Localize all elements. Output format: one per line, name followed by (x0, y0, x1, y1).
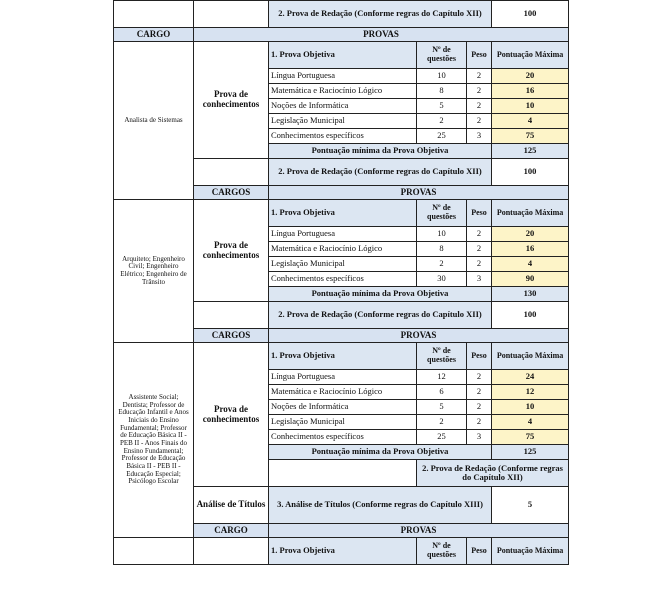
subject-weight: 2 (467, 69, 492, 84)
cargos-header: CARGOS (194, 329, 269, 343)
redacao-row-top (114, 1, 569, 28)
section-titulos: Análise de Títulos (194, 487, 269, 524)
subject-weight: 2 (467, 99, 492, 114)
weight-header: Peso (467, 538, 492, 565)
subject-name: Conhecimentos específicos (269, 272, 417, 287)
subject-points: 4 (492, 415, 569, 430)
subject-questions: 25 (417, 430, 467, 445)
subject-weight: 2 (467, 370, 492, 385)
subject-weight: 2 (467, 84, 492, 99)
section-conhecimentos: Prova de conhecimentos (194, 343, 269, 487)
provas-header: PROVAS (194, 28, 569, 42)
prova-objetiva-label: 1. Prova Objetiva (269, 42, 417, 69)
subject-points: 24 (492, 370, 569, 385)
redacao-points: 100 (492, 302, 569, 329)
objective-header-row (114, 343, 569, 370)
subject-points: 16 (492, 84, 569, 99)
subject-points: 20 (492, 227, 569, 242)
prova-objetiva-label: 1. Prova Objetiva (269, 343, 417, 370)
cargo-name: Assistente Social; Dentista; Professor de Educação Infantil e Anos Iniciais do Ensino Fundamental; Professor de Educação Básica II - PEB II - Anos Finais do Ensino Fundamental; Professor de Educação Básica II - PEB II - Educação Especial; Psicólogo Escolar (114, 343, 194, 538)
prova-objetiva-label: 1. Prova Objetiva (269, 200, 417, 227)
subject-weight: 2 (467, 400, 492, 415)
minimum-score-value: 125 (492, 144, 569, 159)
subject-points: 16 (492, 242, 569, 257)
subject-questions: 5 (417, 99, 467, 114)
subject-name: Legislação Municipal (269, 257, 417, 272)
provas-header: PROVAS (269, 186, 569, 200)
subject-name: Noções de Informática (269, 400, 417, 415)
header-band (114, 28, 569, 42)
subject-questions: 10 (417, 69, 467, 84)
subject-name: Legislação Municipal (269, 415, 417, 430)
subject-weight: 2 (467, 227, 492, 242)
subject-weight: 2 (467, 257, 492, 272)
subject-questions: 12 (417, 370, 467, 385)
subject-name: Língua Portuguesa (269, 69, 417, 84)
cargo-name: Arquiteto; Engenheiro Civil; Engenheiro Elétrico; Engenheiro de Trânsito (114, 200, 194, 343)
subject-weight: 2 (467, 415, 492, 430)
weight-header: Peso (467, 200, 492, 227)
minimum-score-value: 125 (492, 445, 569, 460)
max-points-header: Pontuação Máxima (492, 538, 569, 565)
titulos-points: 5 (492, 487, 569, 524)
subject-points: 4 (492, 114, 569, 129)
questions-header: Nº de questões (417, 538, 467, 565)
subject-questions: 5 (417, 400, 467, 415)
subject-points: 4 (492, 257, 569, 272)
cargo-header: CARGO (194, 524, 269, 538)
subject-questions: 2 (417, 257, 467, 272)
subject-points: 75 (492, 129, 569, 144)
subject-weight: 2 (467, 385, 492, 400)
subject-name: Língua Portuguesa (269, 370, 417, 385)
max-points-header: Pontuação Máxima (492, 343, 569, 370)
subject-points: 12 (492, 385, 569, 400)
subject-questions: 6 (417, 385, 467, 400)
cargos-header: CARGOS (194, 186, 269, 200)
subject-weight: 3 (467, 129, 492, 144)
minimum-score-value: 130 (492, 287, 569, 302)
subject-points: 20 (492, 69, 569, 84)
subject-name: Legislação Municipal (269, 114, 417, 129)
subject-points: 10 (492, 400, 569, 415)
scoring-table (113, 0, 569, 565)
max-points-header: Pontuação Máxima (492, 42, 569, 69)
subject-questions: 2 (417, 114, 467, 129)
max-points-header: Pontuação Máxima (492, 200, 569, 227)
subject-questions: 25 (417, 129, 467, 144)
subject-weight: 3 (467, 430, 492, 445)
prova-objetiva-label: 1. Prova Objetiva (269, 538, 417, 565)
subject-name: Língua Portuguesa (269, 227, 417, 242)
minimum-score-label: Pontuação mínima da Prova Objetiva (269, 144, 492, 159)
minimum-score-label: Pontuação mínima da Prova Objetiva (269, 445, 492, 460)
subject-points: 75 (492, 430, 569, 445)
subject-name: Matemática e Raciocínio Lógico (269, 385, 417, 400)
subject-name: Conhecimentos específicos (269, 430, 417, 445)
questions-header: Nº de questões (417, 200, 467, 227)
redacao-label: 2. Prova de Redação (Conforme regras do Capítulo XII) (417, 460, 569, 487)
questions-header: Nº de questões (417, 42, 467, 69)
subject-weight: 3 (467, 272, 492, 287)
subject-name: Matemática e Raciocínio Lógico (269, 242, 417, 257)
titulos-label: 3. Análise de Títulos (Conforme regras do Capítulo XIII) (269, 487, 492, 524)
subject-questions: 2 (417, 415, 467, 430)
subject-points: 10 (492, 99, 569, 114)
objective-header-row (114, 538, 569, 565)
redacao-label: 2. Prova de Redação (Conforme regras do Capítulo XII) (269, 1, 492, 28)
subject-weight: 2 (467, 242, 492, 257)
cargo-header: CARGO (114, 28, 194, 42)
subject-questions: 8 (417, 84, 467, 99)
section-conhecimentos: Prova de conhecimentos (194, 200, 269, 302)
redacao-points: 100 (492, 159, 569, 186)
subject-name: Noções de Informática (269, 99, 417, 114)
subject-name: Matemática e Raciocínio Lógico (269, 84, 417, 99)
provas-header: PROVAS (269, 329, 569, 343)
subject-points: 90 (492, 272, 569, 287)
minimum-score-label: Pontuação mínima da Prova Objetiva (269, 287, 492, 302)
subject-name: Conhecimentos específicos (269, 129, 417, 144)
redacao-label: 2. Prova de Redação (Conforme regras do Capítulo XII) (269, 302, 492, 329)
redacao-points: 100 (492, 1, 569, 28)
provas-header: PROVAS (269, 524, 569, 538)
subject-questions: 8 (417, 242, 467, 257)
section-conhecimentos: Prova de conhecimentos (194, 42, 269, 159)
objective-header-row (114, 200, 569, 227)
subject-weight: 2 (467, 114, 492, 129)
weight-header: Peso (467, 343, 492, 370)
weight-header: Peso (467, 42, 492, 69)
objective-header-row (114, 42, 569, 69)
subject-questions: 10 (417, 227, 467, 242)
redacao-label: 2. Prova de Redação (Conforme regras do Capítulo XII) (269, 159, 492, 186)
questions-header: Nº de questões (417, 343, 467, 370)
subject-questions: 30 (417, 272, 467, 287)
cargo-name: Analista de Sistemas (114, 42, 194, 200)
